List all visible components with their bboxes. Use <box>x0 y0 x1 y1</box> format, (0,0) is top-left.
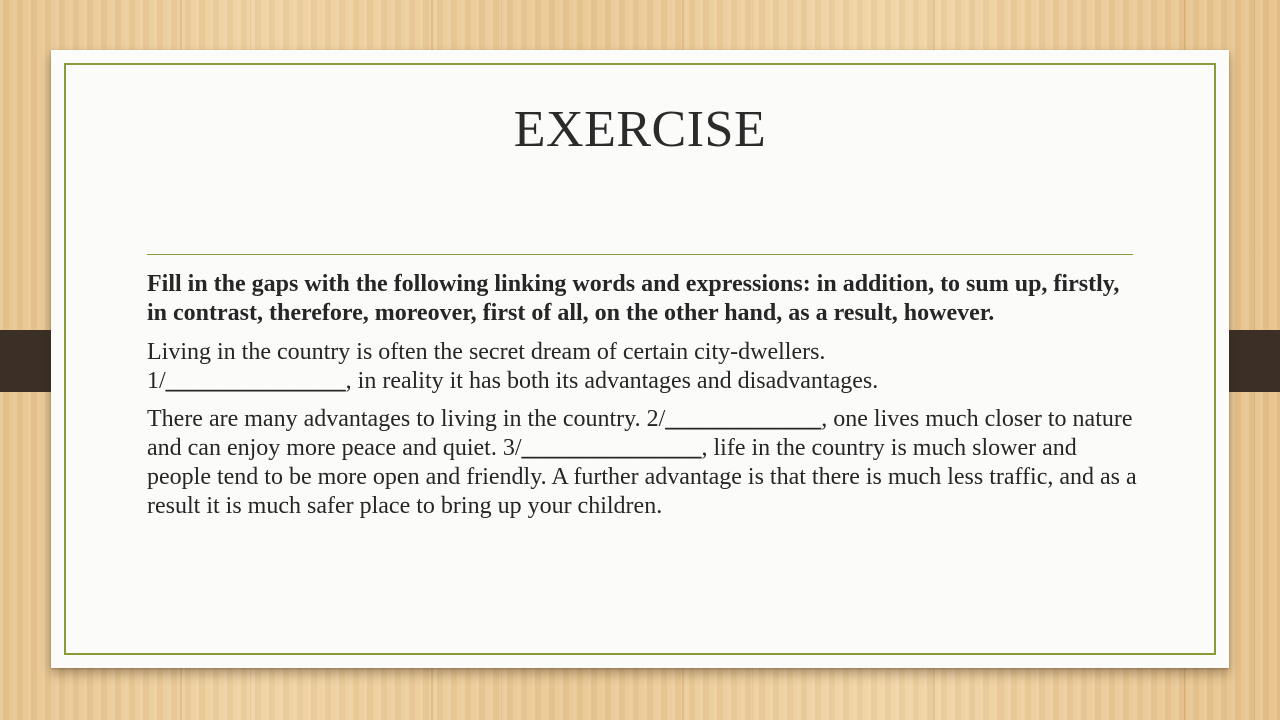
slide-title: EXERCISE <box>513 101 767 158</box>
paragraph-2-intro: There are many advantages to living in the country. 2/ <box>147 406 666 432</box>
paragraph-2-end: , life in the country is much slower and people tend to be more open and friendly. A further advantage is that there is much less traffic, and as a result it is much safer place to bring up your children. <box>147 435 1137 519</box>
instruction-text: Fill in the gaps with the following linking words and expressions: in addition, to sum up, firstly, in contrast, therefore, moreover, first of all, on the other hand, as a result, however. <box>147 271 1120 326</box>
gap-1-number: 1/ <box>147 368 166 394</box>
gap-2-blank: _____________ <box>665 406 822 432</box>
gap-3-blank: _______________ <box>521 435 702 461</box>
paragraph-1 <box>147 338 1137 396</box>
paragraph-1-continuation: , in reality it has both its advantages and disadvantages. <box>345 368 879 394</box>
paragraph-2 <box>147 405 1137 521</box>
title-divider <box>147 254 1133 255</box>
slide-body <box>147 270 1137 530</box>
paragraph-1-sentence: Living in the country is often the secret dream of certain city-dwellers. <box>147 339 826 365</box>
slide <box>51 50 1229 668</box>
gap-1-blank: _______________ <box>165 368 346 394</box>
paragraph-2-middle: , one lives much closer to nature and can enjoy more peace and quiet. 3/ <box>147 406 1133 461</box>
